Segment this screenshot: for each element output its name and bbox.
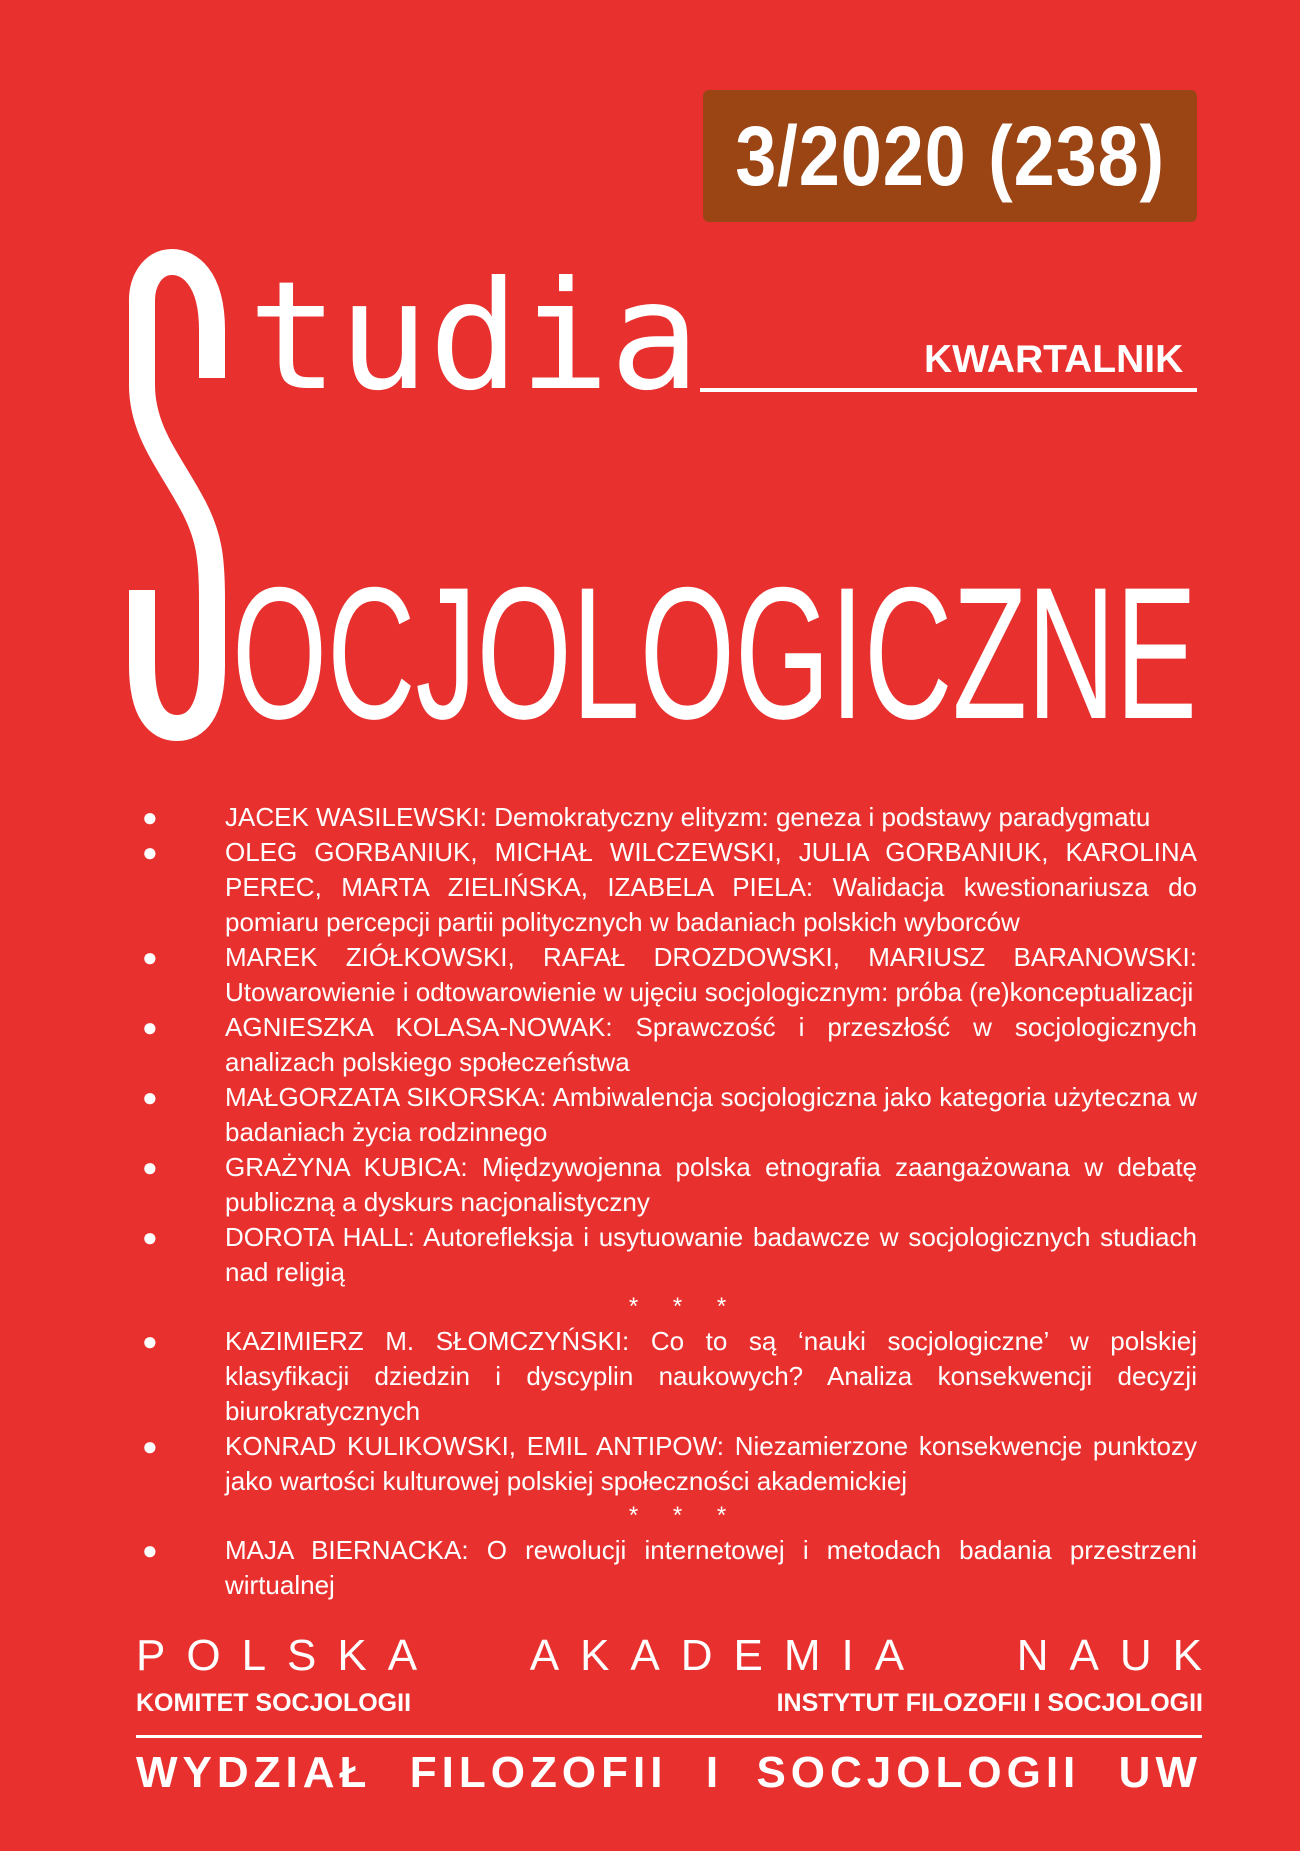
toc-entry [142,940,1197,1010]
issue-number: 3/2020 (238) [735,108,1165,203]
toc-title: O rewolucji internetowej i metodach badania przestrzeni wirtualnej [225,1535,1197,1600]
masthead-initial: S [0,0,1,1]
toc-entry [142,1220,1197,1290]
faculty-word: I [705,1748,719,1797]
masthead-word-studia: tudia [248,250,700,424]
bullet-icon: ● [142,837,158,867]
toc-entry [142,1533,1197,1603]
faculty-word: SOCJOLOGII [756,1748,1081,1797]
publisher-faculty [136,1748,1202,1798]
toc-title: Co to są ‘nauki socjologiczne’ w polskiej klasyfikacji dziedzin i dyscyplin naukowych? Analiza konsekwencji decyzji biurokratycznych [225,1326,1197,1426]
faculty-word: WYDZIAŁ [136,1748,372,1797]
toc-authors: JACEK WASILEWSKI: [225,802,487,832]
toc-entry [142,1324,1197,1429]
section-separator: * * * [628,1293,741,1320]
divider [136,1735,1202,1738]
publisher-word: NAUK [1016,1631,1223,1680]
toc-entry [142,1080,1197,1150]
publisher-academy [136,1631,1223,1681]
toc-authors: MAŁGORZATA SIKORSKA: [225,1082,547,1112]
section-separator: * * * [628,1502,741,1529]
bullet-icon: ● [142,1082,158,1112]
toc-title: Ambiwalencja socjologiczna jako kategoria użyteczna w badaniach życia rodzinnego [225,1082,1198,1147]
toc-authors: DOROTA HALL: [225,1222,415,1252]
faculty-word: UW [1118,1748,1202,1797]
faculty-word: FILOZOFII [409,1748,668,1797]
table-of-contents [142,800,1197,1603]
masthead-word-socjologiczne: OCJOLOGICZNE [232,548,1197,758]
journal-logo [0,0,1300,800]
toc-entry [142,1429,1197,1499]
toc-title: Autorefleksja i usytuowanie badawcze w socjologicznych studiach nad religią [225,1222,1197,1287]
frequency-label: KWARTALNIK [924,338,1184,381]
bullet-icon: ● [142,1152,158,1182]
publisher-word: AKADEMIA [529,1631,926,1680]
toc-authors: KONRAD KULIKOWSKI, EMIL ANTIPOW: [225,1431,724,1461]
bullet-icon: ● [142,1326,158,1356]
toc-title: Sprawczość i przeszłość w socjologicznych analizach polskiego społeczeństwa [225,1012,1197,1077]
bullet-icon: ● [142,1431,158,1461]
publisher-committee: KOMITET SOCJOLOGII [136,1689,412,1717]
masthead-underline [700,388,1197,392]
bullet-icon: ● [142,1012,158,1042]
toc-title: Walidacja kwestionariusza do pomiaru percepcji partii politycznych w badaniach polskich wyborców [225,872,1197,937]
bullet-icon: ● [142,802,158,832]
toc-authors: OLEG GORBANIUK, MICHAŁ WILCZEWSKI, JULIA GORBANIUK, KAROLINA PEREC, MARTA ZIELIŃSKA, IZABELA PIELA: [225,837,1197,902]
toc-entry [142,1150,1197,1220]
toc-authors: GRAŻYNA KUBICA: [225,1152,468,1182]
toc-title: Utowarowienie i odtowarowienie w ujęciu socjologicznym: próba (re)konceptualizacji [225,977,1194,1007]
toc-authors: MAJA BIERNACKA: [225,1535,469,1565]
bullet-icon: ● [142,942,158,972]
publisher-word: POLSKA [136,1631,439,1680]
toc-entry [142,800,1197,835]
toc-title: Demokratyczny elityzm: geneza i podstawy paradygmatu [494,802,1151,832]
toc-title: Międzywojenna polska etnografia zaangażowana w debatę publiczną a dyskurs nacjonalistyczny [225,1152,1197,1217]
toc-title: Niezamierzone konsekwencje punktozy jako wartości kulturowej polskiej społeczności akademickiej [225,1431,1197,1496]
toc-entry [142,835,1197,940]
bullet-icon: ● [142,1535,158,1565]
toc-authors: AGNIESZKA KOLASA-NOWAK: [225,1012,613,1042]
publisher-institute: INSTYTUT FILOZOFII I SOCJOLOGII [776,1689,1203,1717]
toc-entry [142,1010,1197,1080]
bullet-icon: ● [142,1222,158,1252]
logo-initial-s [142,262,212,728]
toc-authors: MAREK ZIÓŁKOWSKI, RAFAŁ DROZDOWSKI, MARIUSZ BARANOWSKI: [225,942,1197,972]
toc-authors: KAZIMIERZ M. SŁOMCZYŃSKI: [225,1326,630,1356]
